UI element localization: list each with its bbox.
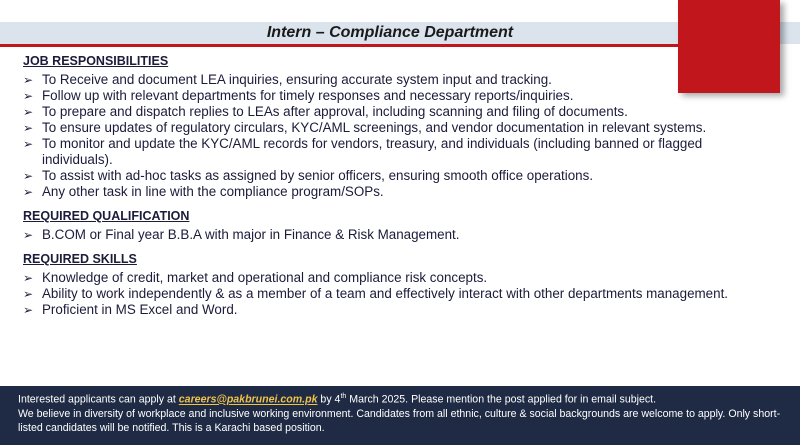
arrowhead-bullet-icon: ➢	[23, 185, 34, 199]
accent-line	[0, 44, 780, 47]
page-title: Intern – Compliance Department	[266, 24, 514, 41]
responsibilities-item-text: Any other task in line with the compliance program/SOPs.	[42, 184, 384, 199]
responsibilities-item-text: To assist with ad-hoc tasks as assigned by senior officers, ensuring smooth office operations.	[42, 168, 594, 183]
responsibilities-item	[23, 136, 763, 168]
responsibilities-item	[23, 120, 763, 136]
apply-instructions	[0, 386, 800, 407]
arrowhead-bullet-icon: ➢	[23, 271, 34, 285]
responsibilities-item	[23, 184, 763, 200]
footer-apply-info	[0, 386, 800, 445]
skills-list	[23, 270, 763, 318]
responsibilities-item-text: To Receive and document LEA inquiries, ensuring accurate system input and tracking.	[42, 72, 552, 87]
deadline-rest: March 2025. Please mention the post applied for in email subject.	[346, 393, 657, 406]
responsibilities-list	[23, 72, 763, 200]
section-heading-skills: REQUIRED SKILLS	[23, 252, 137, 266]
responsibilities-item	[23, 104, 763, 120]
qualification-item	[23, 227, 763, 243]
apply-prefix: Interested applicants can apply at	[18, 393, 179, 406]
skills-item-text: Knowledge of credit, market and operational and compliance risk concepts.	[42, 270, 488, 285]
skills-item-text: Ability to work independently & as a member of a team and effectively interact with other departments management.	[42, 286, 729, 301]
skills-item	[23, 286, 763, 302]
arrowhead-bullet-icon: ➢	[23, 303, 34, 317]
date-superscript: th	[340, 393, 347, 400]
skills-item-text: Proficient in MS Excel and Word.	[42, 302, 238, 317]
arrowhead-bullet-icon: ➢	[23, 121, 34, 135]
responsibilities-item-text: To monitor and update the KYC/AML records for vendors, treasury, and individuals (including banned or flagged individuals).	[42, 136, 703, 167]
careers-email-link[interactable]: careers@pakbrunei.com.pk	[178, 393, 318, 406]
responsibilities-item-text: Follow up with relevant departments for timely responses and necessary reports/inquiries.	[42, 88, 574, 103]
deadline-text: by 4	[317, 393, 341, 406]
skills-item	[23, 270, 763, 286]
section-heading-responsibilities: JOB RESPONSIBILITIES	[23, 54, 169, 68]
responsibilities-item	[23, 72, 763, 88]
arrowhead-bullet-icon: ➢	[23, 89, 34, 103]
arrowhead-bullet-icon: ➢	[23, 105, 34, 119]
arrowhead-bullet-icon: ➢	[23, 73, 34, 87]
responsibilities-item	[23, 88, 763, 104]
responsibilities-item-text: To ensure updates of regulatory circulars, KYC/AML screenings, and vendor documentation in relevant systems.	[42, 120, 707, 135]
diversity-statement: We believe in diversity of workplace and inclusive working environment. Candidates from all ethnic, culture & social backgrounds are welcome to apply. Only short-listed candidates will be notified. This is a Karachi based position.	[18, 407, 781, 434]
arrowhead-bullet-icon: ➢	[23, 169, 34, 183]
section-heading-qualification: REQUIRED QUALIFICATION	[23, 209, 190, 223]
arrowhead-bullet-icon: ➢	[23, 287, 34, 301]
arrowhead-bullet-icon: ➢	[23, 228, 34, 242]
qualification-item-text: B.COM or Final year B.B.A with major in Finance & Risk Management.	[42, 227, 460, 242]
arrowhead-bullet-icon: ➢	[23, 137, 34, 151]
responsibilities-item-text: To prepare and dispatch replies to LEAs after approval, including scanning and filing of documents.	[42, 104, 628, 119]
job-description	[23, 54, 763, 327]
qualification-list	[23, 227, 763, 243]
skills-item	[23, 302, 763, 318]
responsibilities-item	[23, 168, 763, 184]
